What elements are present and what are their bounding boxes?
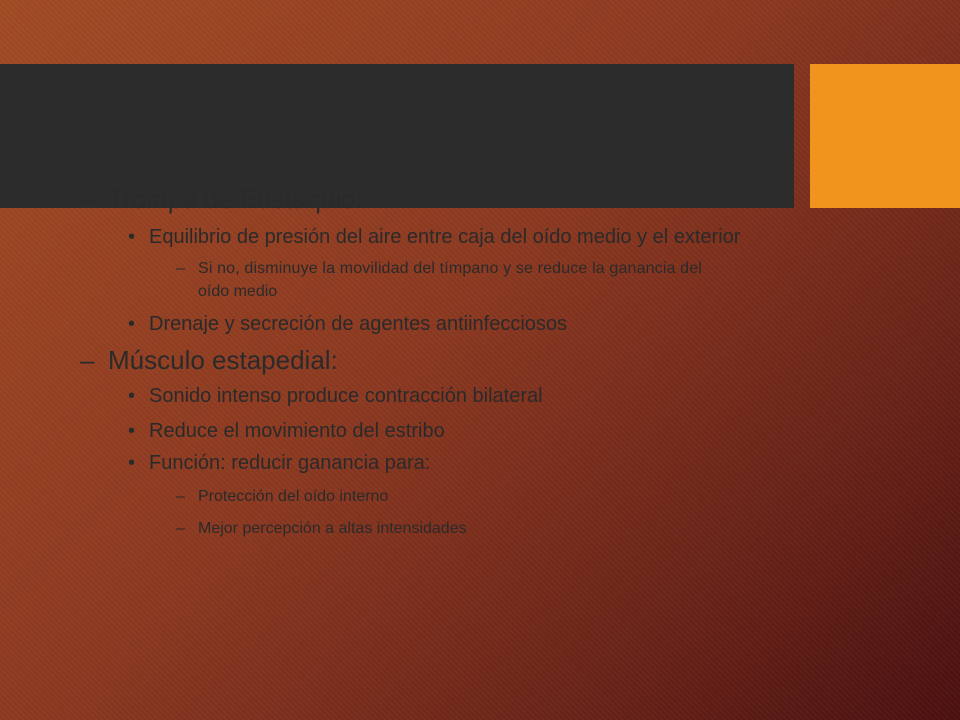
subbullet-movilidad-timpano: Si no, disminuye la movilidad del tímpano y se reduce la ganancia del [198, 260, 702, 277]
subbullet-proteccion-oido: Protección del oído interno [198, 488, 389, 505]
dash-marker: – [176, 520, 185, 537]
dash-marker: – [80, 345, 95, 375]
bullet-equilibrio-presion: Equilibrio de presión del aire entre caja del oído medio y el exterior [149, 226, 741, 248]
dash-marker: – [80, 184, 95, 214]
heading-trompa-eustaquio: Trompa de Eustaquio: [108, 184, 363, 214]
bullet-funcion-reducir: Función: reducir ganancia para: [149, 452, 431, 474]
dash-marker: – [176, 488, 185, 505]
bullet-marker: • [128, 452, 136, 474]
heading-musculo-estapedial: Músculo estapedial: [108, 345, 338, 375]
subbullet-movilidad-timpano-cont: oído medio [198, 283, 278, 300]
bullet-marker: • [128, 385, 136, 407]
bullet-marker: • [128, 420, 136, 442]
bullet-marker: • [128, 313, 136, 335]
bullet-sonido-intenso: Sonido intenso produce contracción bilateral [149, 385, 543, 407]
dash-marker: – [176, 260, 185, 277]
bullet-reduce-movimiento: Reduce el movimiento del estribo [149, 420, 445, 442]
bullet-drenaje-secrecion: Drenaje y secreción de agentes antiinfecciosos [149, 313, 568, 335]
bullet-marker: • [128, 226, 136, 248]
subbullet-mejor-percepcion: Mejor percepción a altas intensidades [198, 520, 467, 537]
